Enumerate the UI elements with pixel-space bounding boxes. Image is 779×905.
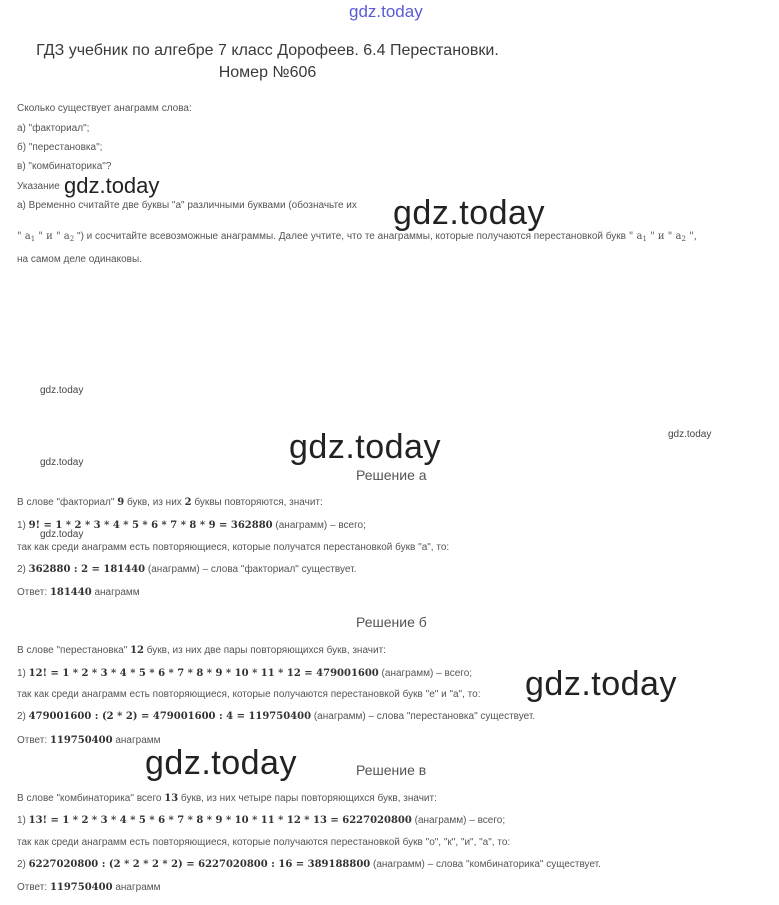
watermark: gdz.today [145,744,297,782]
heading-solution-c: Решение в [356,762,427,778]
solution-c-intro: В слове "комбинаторика" всего 13 букв, из них четыре пары повторяющихся букв, значит: [17,793,437,804]
solution-a-step1: 1) 9! = 1 * 2 * 3 * 4 * 5 * 6 * 7 * 8 * 9 = 362880 (анаграмм) – всего; [17,520,366,531]
solution-c-answer: Ответ: 119750400 анаграмм [17,882,161,893]
heading-solution-a: Решение а [356,467,427,483]
solution-b-step2: 2) 479001600 : (2 * 2) = 479001600 : 4 = 119750400 (анаграмм) – слова "перестановка" существует. [17,711,536,722]
solution-c-note: так как среди анаграмм есть повторяющиеся, которые получаются перестановкой букв "о", "к", "и", "а", то: [17,837,511,848]
solution-b-note: так как среди анаграмм есть повторяющиеся, которые получаются перестановкой букв "е" и "а", то: [17,689,481,700]
task-item-b: б) "перестановка"; [17,142,103,153]
hint-line-1: а) Временно считайте две буквы "а" различными буквами (обозначьте их [17,200,357,211]
hint-line-3: на самом деле одинаковы. [17,254,142,265]
watermark: gdz.today [64,173,160,198]
watermark: gdz.today [40,529,84,540]
task-item-c: в) "комбинаторика"? [17,161,112,172]
solution-b-intro: В слове "перестановка" 12 букв, из них две пары повторяющихся букв, значит: [17,645,386,656]
hint-line-2: " $a_1$ " и " $a_2$ ") и сосчитайте всевозможные анаграммы. Далее учтите, что те анаграммы, которые получаются перестановкой букв " $a_1$ " и " $a_2$ ", [17,231,697,243]
solution-a-intro: В слове "факториал" 9 букв, из них 2 буквы повторяются, значит: [17,497,323,508]
page-title: ГДЗ учебник по алгебре 7 класс Дорофеев. 6.4 Перестановки. [36,42,499,59]
solution-c-step1: 1) 13! = 1 * 2 * 3 * 4 * 5 * 6 * 7 * 8 * 9 * 10 * 11 * 12 * 13 = 6227020800 (анаграмм) – всего; [17,815,506,826]
solution-b-step1: 1) 12! = 1 * 2 * 3 * 4 * 5 * 6 * 7 * 8 * 9 * 10 * 11 * 12 = 479001600 (анаграмм) – всего; [17,668,473,679]
solution-b-answer: Ответ: 119750400 анаграмм [17,735,161,746]
watermark: gdz.today [40,457,84,468]
solution-a-step2: 2) 362880 : 2 = 181440 (анаграмм) – слова "факториал" существует. [17,564,357,575]
watermark: gdz.today [289,428,441,466]
task-question: Сколько существует анаграмм слова: [17,103,192,114]
task-item-a: а) "факториал"; [17,123,90,134]
heading-solution-b: Решение б [356,614,427,630]
hint-label: Указание [17,181,60,192]
solution-c-step2: 2) 6227020800 : (2 * 2 * 2 * 2) = 6227020800 : 16 = 389188800 (анаграмм) – слова "комбинаторика" существует. [17,859,601,870]
top-watermark: gdz.today [349,2,423,21]
watermark: gdz.today [525,665,677,703]
solution-a-answer: Ответ: 181440 анаграмм [17,587,140,598]
watermark: gdz.today [668,429,712,440]
watermark: gdz.today [393,194,545,232]
watermark: gdz.today [40,385,84,396]
page-subtitle: Номер №606 [218,64,317,81]
solution-a-note: так как среди анаграмм есть повторяющиеся, которые получатся перестановкой букв "а", то: [17,542,450,553]
